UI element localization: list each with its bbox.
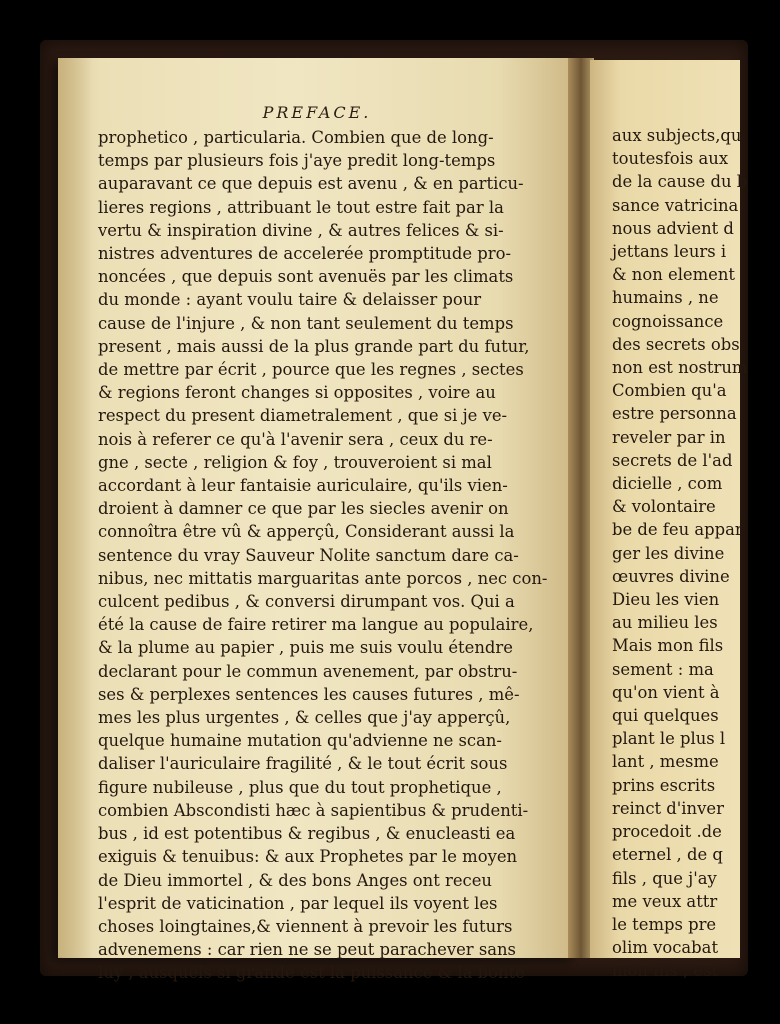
- text-line: olim vocabat: [612, 938, 719, 958]
- left-page: [58, 58, 576, 983]
- text-line: & la plume au papier , puis me suis voulu étendre: [98, 638, 513, 658]
- text-line: connoîtra être vû & apperçû, Considerant aussi la: [98, 522, 515, 542]
- text-line: nois à referer ce qu'à l'avenir sera , ceux du re-: [98, 429, 493, 449]
- text-line: au milieu les: [612, 613, 718, 633]
- text-line: Mais mon fils: [612, 636, 724, 656]
- text-line: œuvres divine: [612, 566, 730, 586]
- text-line: de la cause du b: [612, 172, 748, 192]
- text-line: figure nubileuse , plus que du tout prophetique ,: [98, 777, 502, 797]
- text-line: gne , secte , religion & foy , trouveroient si mal: [98, 452, 492, 472]
- text-line: reinct d'inver: [612, 798, 724, 818]
- text-line: bus , id est potentibus & regibus , & enucleasti ea: [98, 824, 516, 844]
- text-line: cognoissance: [612, 311, 724, 331]
- text-line: present , mais aussi de la plus grande part du futur,: [98, 336, 530, 356]
- text-line: accordant à leur fantaisie auriculaire, qu'ils vien-: [98, 476, 508, 496]
- text-line: & regions feront changes si opposites , voire au: [98, 383, 496, 403]
- text-line: nibus, nec mittatis marguaritas ante porcos , nec con-: [98, 568, 548, 588]
- text-line: le temps pre: [612, 914, 717, 934]
- left-page-text: [98, 126, 568, 985]
- text-line: exiguis & tenuibus: & aux Prophetes par le moyen: [98, 847, 518, 867]
- text-line: respect du present diametralement , que si je ve-: [98, 406, 508, 426]
- text-line: lant , mesme: [612, 752, 719, 772]
- text-line: l'esprit de vaticination , par lequel ils voyent les: [98, 893, 498, 913]
- text-line: me veux attr: [612, 891, 718, 911]
- text-line: reveler par in: [612, 427, 726, 447]
- text-line: Dieu les vien: [612, 590, 720, 610]
- text-line: nous advient d: [612, 218, 734, 238]
- text-line: temps par plusieurs fois j'aye predit long-temps: [98, 151, 496, 171]
- text-line: nistres adventures de accelerée promptitude pro-: [98, 244, 511, 264]
- text-line: fils , que j'ay: [612, 868, 717, 888]
- running-head: PREFACE.: [262, 103, 372, 122]
- text-line: vertu & inspiration divine , & autres felices & si-: [98, 220, 504, 240]
- text-line: de mettre par écrit , pource que les regnes , sectes: [98, 360, 524, 380]
- text-line: eternel , de q: [612, 845, 723, 865]
- text-line: choses loingtaines,& viennent à prevoir les futurs: [98, 916, 513, 936]
- text-line: declarant pour le commun avenement, par obstru-: [98, 661, 518, 681]
- text-line: sance vatricina: [612, 195, 739, 215]
- text-line: jettans leurs i: [612, 242, 727, 262]
- text-line: toutesfois aux: [612, 149, 729, 169]
- text-line: culcent pedibus , & conversi dirumpant vos. Qui a: [98, 592, 515, 612]
- text-line: ses & perplexes sentences les causes futures , mê-: [98, 684, 520, 704]
- text-line: secrets de l'ad: [612, 450, 733, 470]
- text-line: lieres regions , attribuant le tout estre fait par la: [98, 197, 504, 217]
- text-line: prophetico , particularia. Combien que de long-: [98, 128, 494, 147]
- text-line: droient à damner ce que par les siecles avenir on: [98, 499, 509, 519]
- text-line: combien Abscondisti hæc à sapientibus & prudenti-: [98, 800, 529, 820]
- text-line: & volontaire: [612, 497, 716, 517]
- text-line: procedoit .de: [612, 822, 722, 842]
- text-line: sentence du vray Sauveur Nolite sanctum dare ca-: [98, 545, 519, 565]
- text-line: auparavant ce que depuis est avenu , & en particu-: [98, 174, 524, 194]
- text-line: Combien qu'a: [612, 381, 727, 401]
- text-line: qu'on vient à: [612, 682, 720, 702]
- text-line: du monde : ayant voulu taire & delaisser pour: [98, 290, 482, 310]
- text-line: prins escrits: [612, 775, 716, 795]
- text-line: daliser l'auriculaire fragilité , & le tout écrit sous: [98, 754, 508, 774]
- right-page-text: [612, 124, 762, 983]
- text-line: mon fils , est: [612, 961, 719, 981]
- text-line: estre personna: [612, 404, 737, 424]
- text-line: non est nostrum: [612, 358, 748, 378]
- text-line: advenemens : car rien ne se peut parachever sans: [98, 940, 516, 960]
- text-line: be de feu appar: [612, 520, 743, 540]
- text-line: qui quelques: [612, 706, 719, 726]
- text-line: été la cause de faire retirer ma langue au populaire,: [98, 615, 534, 635]
- text-line: cause de l'injure , & non tant seulement du temps: [98, 313, 514, 333]
- text-line: dicielle , com: [612, 474, 723, 494]
- text-line: humains , ne: [612, 288, 719, 308]
- right-page: [590, 60, 748, 981]
- text-line: luy , ausquels si grande est la puissance & la bonté: [98, 963, 525, 983]
- text-line: aux subjects,qu: [612, 126, 742, 145]
- text-line: plant le plus l: [612, 729, 726, 749]
- text-line: sement : ma: [612, 659, 714, 679]
- text-line: des secrets obs: [612, 334, 740, 354]
- text-line: ger les divine: [612, 543, 725, 563]
- text-line: de Dieu immortel , & des bons Anges ont receu: [98, 870, 492, 890]
- text-line: & non element: [612, 265, 736, 285]
- text-line: noncées , que depuis sont avenuës par les climats: [98, 267, 514, 287]
- text-line: mes les plus urgentes , & celles que j'ay apperçû,: [98, 708, 511, 728]
- text-line: quelque humaine mutation qu'advienne ne scan-: [98, 731, 502, 751]
